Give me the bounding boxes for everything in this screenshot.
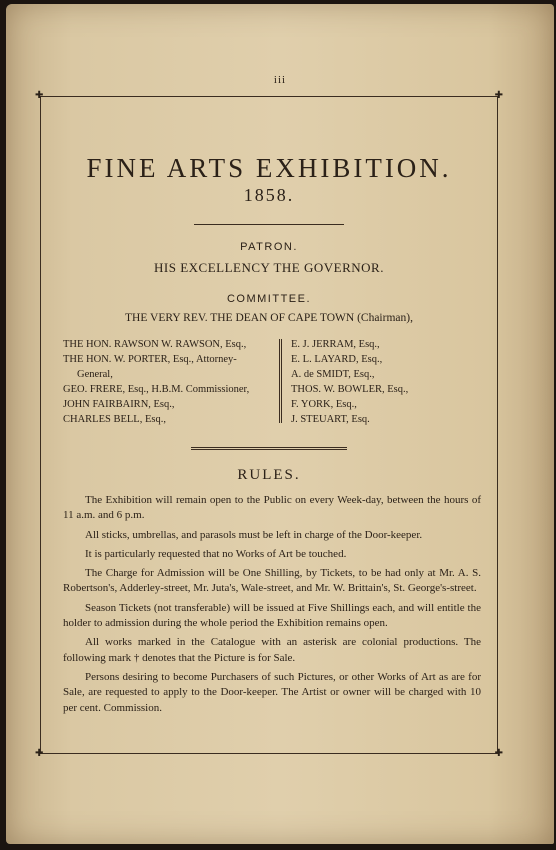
- rules-heading: RULES.: [237, 467, 301, 483]
- committee-member-continued: General,: [77, 369, 113, 380]
- rule-item: Persons desiring to become Purchasers of such Pictures, or other Works of Art as are for Sale, are requested to apply to the Door-keeper. The Artist or owner will be charged with 10 per cent. Commission.: [63, 670, 481, 714]
- committee-member: THOS. W. BOWLER, Esq.,: [291, 384, 409, 395]
- committee-left-column: [63, 337, 273, 427]
- committee-member: JOHN FAIRBAIRN, Esq.,: [63, 399, 175, 410]
- rule-item: All sticks, umbrellas, and parasols must be left in charge of the Door-keeper.: [85, 528, 423, 541]
- book-page: [6, 4, 554, 844]
- rule-item: It is particularly requested that no Works of Art be touched.: [85, 547, 347, 560]
- corner-ornament-icon: ✚: [494, 748, 503, 759]
- committee-member: GEO. FRERE, Esq., H.B.M. Commissioner,: [63, 384, 250, 395]
- rule-item: The Charge for Admission will be One Shilling, by Tickets, to be had only at Mr. A. S. Robertson's, Adderley-street, Mr. Juta's, Wale-street, and Mr. W. Brittain's, St. George's-street.: [63, 567, 481, 595]
- rules-list: [63, 493, 481, 720]
- exhibition-year: 1858.: [243, 185, 295, 205]
- committee-member: THE HON. RAWSON W. RAWSON, Esq.,: [63, 339, 247, 350]
- rule-item: The Exhibition will remain open to the Public on every Week-day, between the hours of 11 a.m. and 6 p.m.: [63, 494, 481, 522]
- committee-member: CHARLES BELL, Esq.,: [63, 414, 166, 425]
- corner-ornament-icon: ✚: [35, 748, 44, 759]
- rule-item: Season Tickets (not transferable) will be issued at Five Shillings each, and will entitle the holder to admission during the whole period the Exhibition remains open.: [63, 601, 481, 630]
- committee-right-column: [291, 337, 481, 427]
- committee-heading: COMMITTEE.: [226, 293, 312, 305]
- committee-member: F. YORK, Esq.,: [291, 399, 357, 410]
- page-number: iii: [273, 74, 287, 86]
- committee-chairman: THE VERY REV. THE DEAN OF CAPE TOWN (Chairman),: [125, 312, 413, 324]
- patron-heading: PATRON.: [240, 241, 298, 253]
- committee-member: A. de SMIDT, Esq.,: [291, 369, 375, 380]
- corner-ornament-icon: ✚: [494, 90, 503, 101]
- committee-member: E. J. JERRAM, Esq.,: [291, 339, 380, 350]
- corner-ornament-icon: ✚: [35, 90, 44, 101]
- patron-name: HIS EXCELLENCY THE GOVERNOR.: [154, 260, 384, 275]
- column-divider: [279, 339, 282, 423]
- page-border-frame: [35, 90, 503, 759]
- rule-item: All works marked in the Catalogue with an asterisk are colonial productions. The following mark † denotes that the Picture is for Sale.: [63, 636, 481, 664]
- section-divider: [191, 447, 347, 450]
- committee-member: E. L. LAYARD, Esq.,: [291, 354, 383, 365]
- committee-member: J. STEUART, Esq.: [291, 414, 370, 425]
- committee-member: THE HON. W. PORTER, Esq., Attorney-: [63, 354, 237, 365]
- page-title: FINE ARTS EXHIBITION.: [86, 153, 452, 183]
- title-divider: [194, 224, 344, 225]
